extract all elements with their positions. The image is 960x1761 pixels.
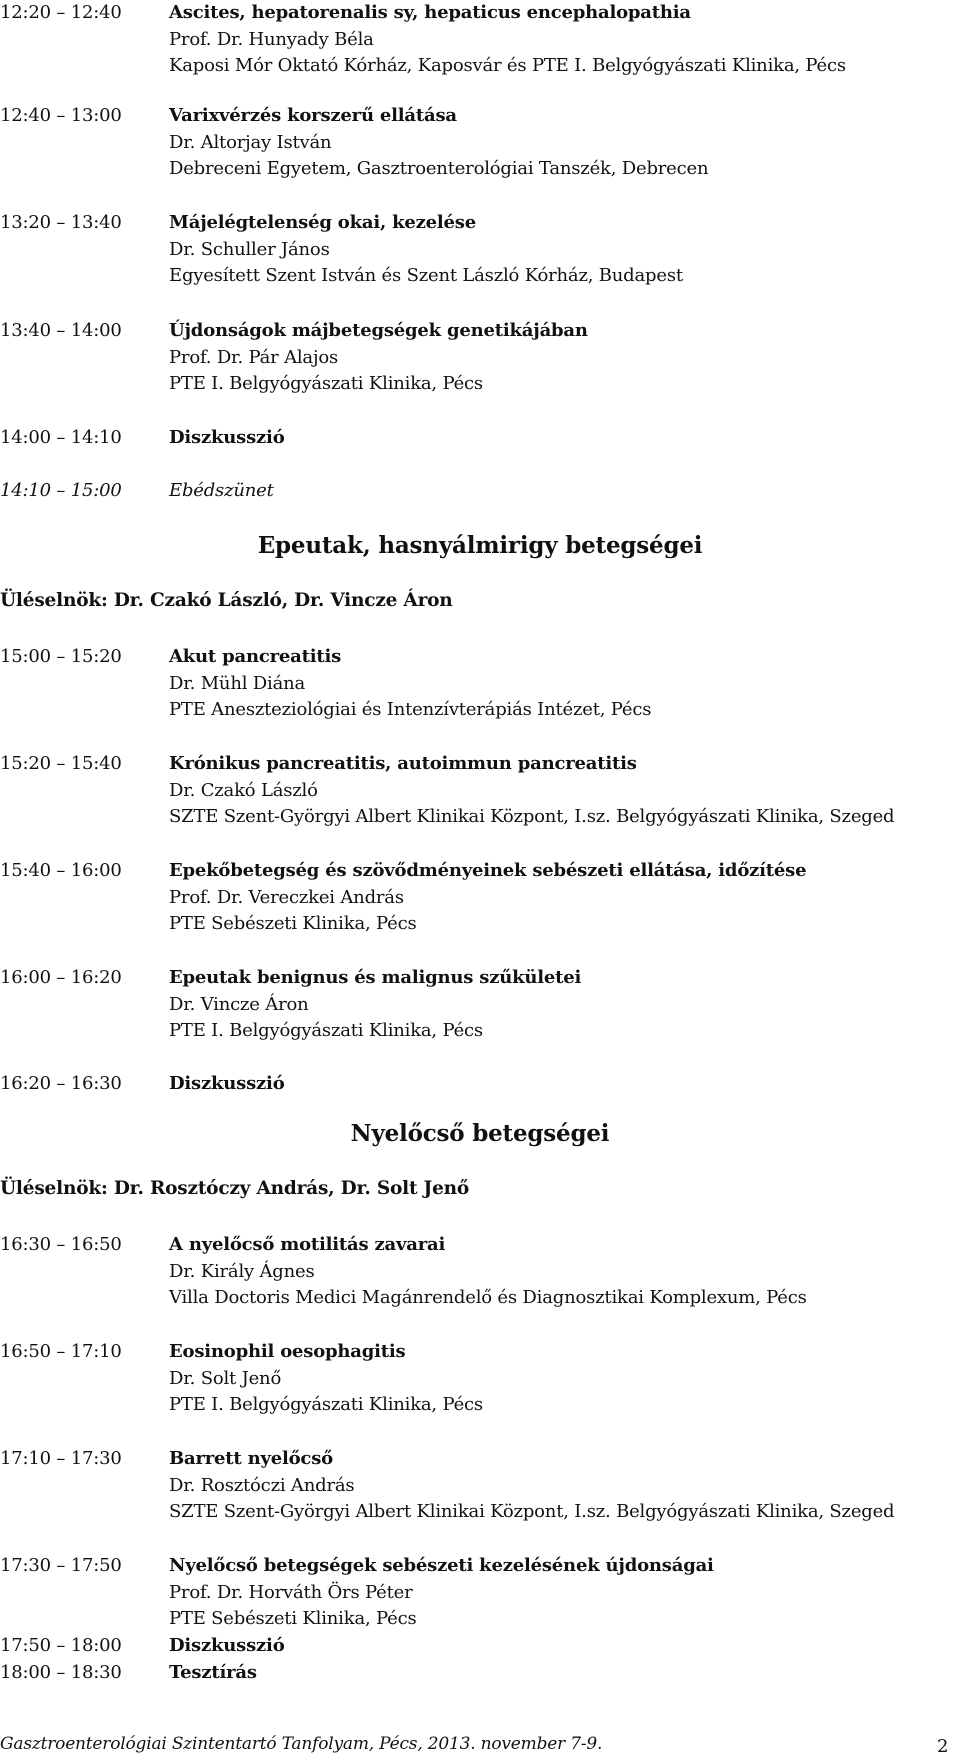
item-affiliation: PTE Sebészeti Klinika, Pécs [169, 1608, 417, 1629]
item-title: Ebédszünet [169, 480, 274, 501]
item-time: 15:00 – 15:20 [0, 646, 122, 667]
item-content [169, 751, 959, 831]
item-time: 12:20 – 12:40 [0, 2, 122, 23]
item-affiliation: SZTE Szent-Györgyi Albert Klinikai Központ, I.sz. Belgyógyászati Klinika, Szeged [169, 806, 895, 827]
item-speaker: Prof. Dr. Vereczkei András [169, 886, 404, 908]
item-speaker: Prof. Dr. Horváth Örs Péter [169, 1581, 413, 1603]
section-title: Nyelőcső betegségei [350, 1120, 610, 1147]
item-time: 16:50 – 17:10 [0, 1341, 122, 1362]
item-speaker: Dr. Solt Jenő [169, 1367, 282, 1389]
item-title: Eosinophil oesophagitis [169, 1341, 406, 1362]
item-time: 14:00 – 14:10 [0, 427, 122, 448]
item-affiliation: SZTE Szent-Györgyi Albert Klinikai Központ, I.sz. Belgyógyászati Klinika, Szeged [169, 1501, 895, 1522]
item-content [169, 0, 959, 80]
item-affiliation: PTE I. Belgyógyászati Klinika, Pécs [169, 1394, 483, 1415]
item-title: Újdonságok májbetegségek genetikájában [169, 320, 588, 341]
item-time: 13:40 – 14:00 [0, 320, 122, 341]
item-title: Krónikus pancreatitis, autoimmun pancreatitis [169, 753, 637, 774]
item-speaker: Dr. Rosztóczi András [169, 1474, 355, 1496]
item-content [169, 1633, 959, 1660]
item-time: 17:10 – 17:30 [0, 1448, 122, 1469]
item-title: Barrett nyelőcső [169, 1448, 333, 1469]
item-title: Varixvérzés korszerű ellátása [169, 105, 457, 126]
item-time: 16:20 – 16:30 [0, 1073, 122, 1094]
item-title: Nyelőcső betegségek sebészeti kezelésének újdonságai [169, 1555, 714, 1576]
item-time: 13:20 – 13:40 [0, 212, 122, 233]
item-title: Tesztírás [169, 1662, 257, 1683]
page-number: 2 [937, 1736, 949, 1757]
item-affiliation: PTE Aneszteziológiai és Intenzívterápiás Intézet, Pécs [169, 699, 652, 720]
item-time: 18:00 – 18:30 [0, 1662, 122, 1683]
item-title: Diszkusszió [169, 1073, 285, 1094]
item-title: Akut pancreatitis [169, 646, 342, 667]
item-content [169, 1446, 959, 1526]
item-title: Epekőbetegség és szövődményeinek sebészeti ellátása, időzítése [169, 860, 807, 881]
item-title: Diszkusszió [169, 427, 285, 448]
item-content [169, 1660, 959, 1687]
item-affiliation: Villa Doctoris Medici Magánrendelő és Diagnosztikai Komplexum, Pécs [169, 1287, 807, 1308]
item-content [169, 858, 959, 938]
item-affiliation: Debreceni Egyetem, Gasztroenterológiai Tanszék, Debrecen [169, 158, 709, 179]
item-time: 17:30 – 17:50 [0, 1555, 122, 1576]
item-affiliation: PTE I. Belgyógyászati Klinika, Pécs [169, 373, 483, 394]
item-speaker: Dr. Czakó László [169, 779, 318, 801]
item-content [169, 1232, 959, 1312]
item-affiliation: PTE Sebészeti Klinika, Pécs [169, 913, 417, 934]
item-title: Májelégtelenség okai, kezelése [169, 212, 476, 233]
item-content [169, 318, 959, 398]
item-content [169, 1071, 959, 1098]
item-time: 15:40 – 16:00 [0, 860, 122, 881]
item-title: Diszkusszió [169, 1635, 285, 1656]
item-content [169, 1553, 959, 1633]
item-affiliation: Kaposi Mór Oktató Kórház, Kaposvár és PTE I. Belgyógyászati Klinika, Pécs [169, 55, 846, 76]
item-speaker: Dr. Király Ágnes [169, 1260, 315, 1282]
item-title: Epeutak benignus és malignus szűkületei [169, 967, 582, 988]
item-content [169, 644, 959, 724]
item-time: 14:10 – 15:00 [0, 480, 122, 501]
item-time: 17:50 – 18:00 [0, 1635, 122, 1656]
item-speaker: Prof. Dr. Hunyady Béla [169, 28, 374, 50]
item-speaker: Dr. Mühl Diána [169, 672, 306, 694]
section-title: Epeutak, hasnyálmirigy betegségei [257, 532, 703, 559]
item-content [169, 965, 959, 1045]
item-title: A nyelőcső motilitás zavarai [169, 1234, 446, 1255]
item-title: Ascites, hepatorenalis sy, hepaticus encephalopathia [169, 2, 691, 23]
item-time: 12:40 – 13:00 [0, 105, 122, 126]
item-content [169, 210, 959, 290]
item-affiliation: PTE I. Belgyógyászati Klinika, Pécs [169, 1020, 483, 1041]
item-speaker: Dr. Vincze Áron [169, 993, 309, 1015]
item-speaker: Dr. Altorjay István [169, 131, 332, 153]
item-content [169, 425, 959, 452]
item-time: 15:20 – 15:40 [0, 753, 122, 774]
item-content [169, 103, 959, 183]
session-chairs: Üléselnök: Dr. Rosztóczy András, Dr. Solt Jenő [0, 1178, 470, 1199]
item-speaker: Dr. Schuller János [169, 238, 330, 260]
footer-text: Gasztroenterológiai Szintentartó Tanfolyam, Pécs, 2013. november 7-9. [0, 1734, 603, 1754]
session-chairs: Üléselnök: Dr. Czakó László, Dr. Vincze Áron [0, 590, 453, 611]
item-time: 16:30 – 16:50 [0, 1234, 122, 1255]
item-content [169, 1339, 959, 1419]
item-content [169, 478, 959, 505]
item-affiliation: Egyesített Szent István és Szent László Kórház, Budapest [169, 265, 683, 286]
item-speaker: Prof. Dr. Pár Alajos [169, 346, 339, 368]
item-time: 16:00 – 16:20 [0, 967, 122, 988]
